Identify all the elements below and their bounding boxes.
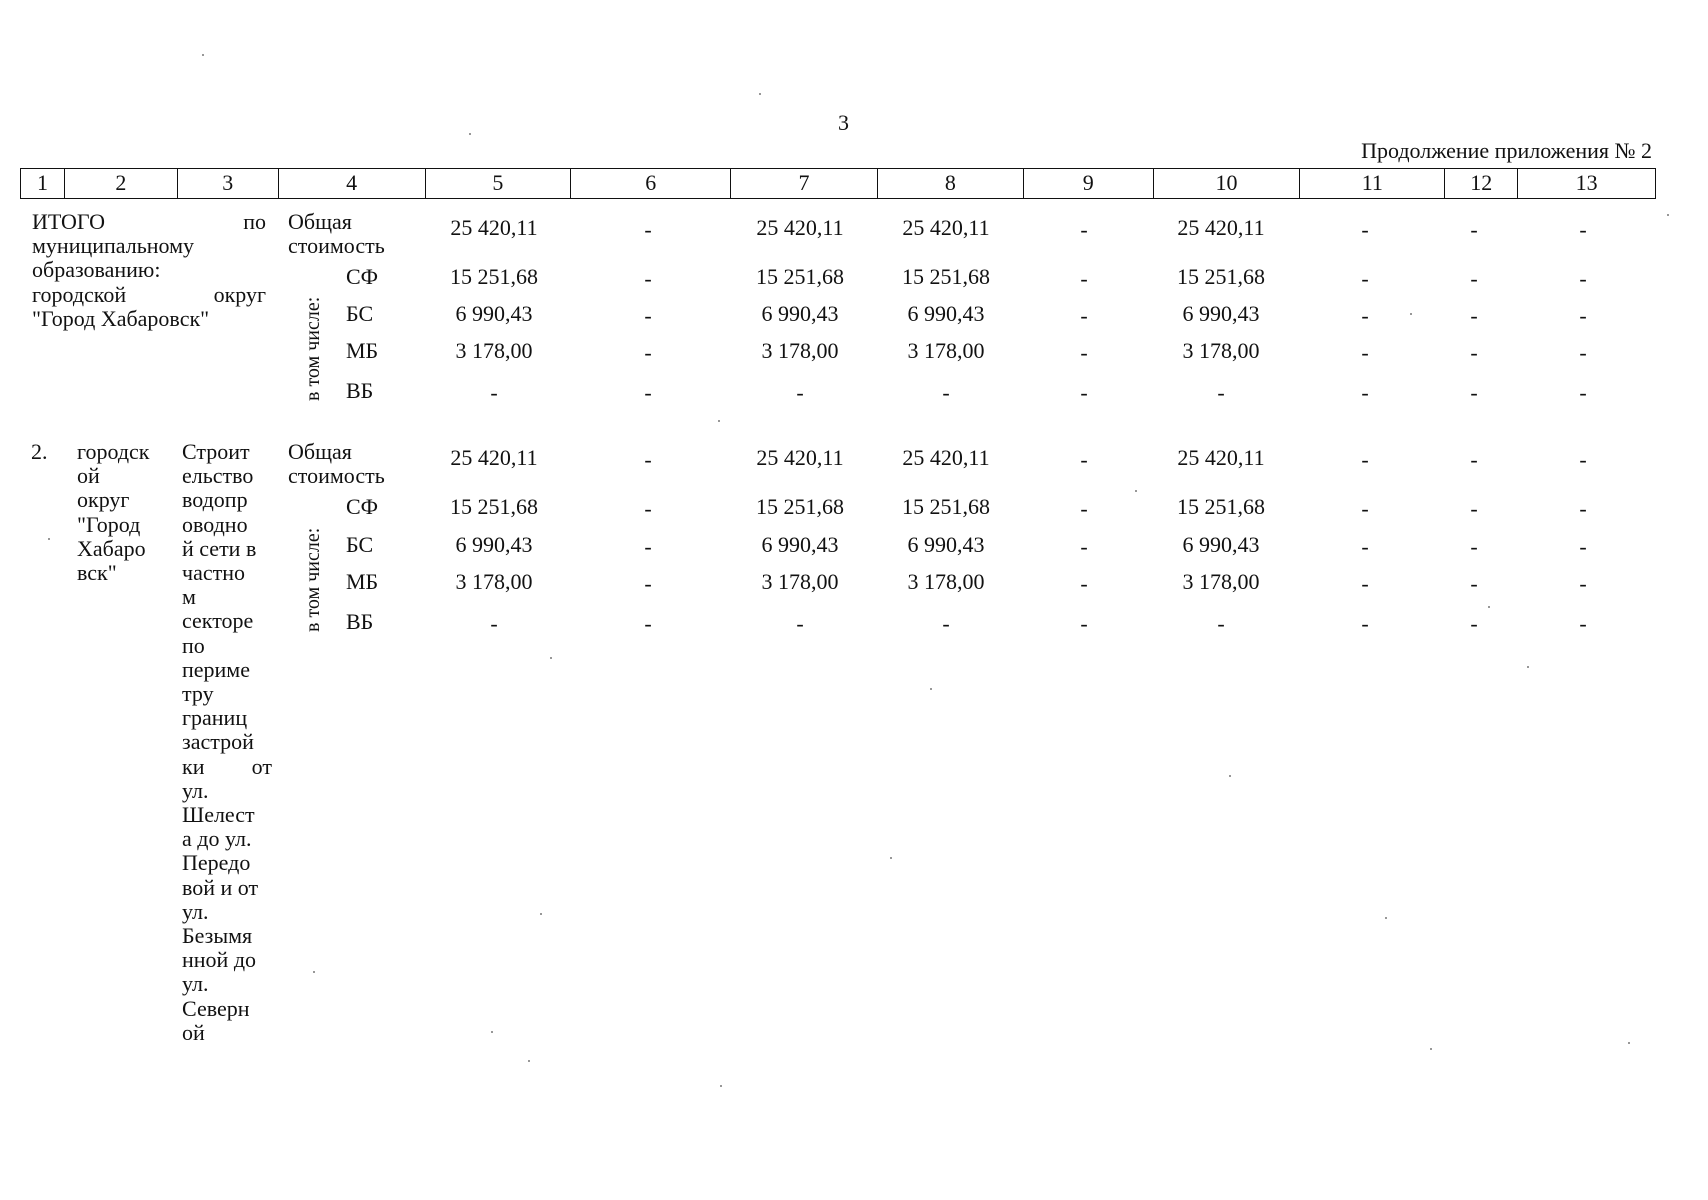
col3-line: вой и от — [182, 874, 259, 900]
cell-col-6: - — [644, 266, 652, 291]
fund-source-label: ВБ — [346, 378, 374, 403]
col3-line: ой — [182, 1019, 205, 1045]
col3-line: Безымя — [182, 923, 253, 949]
cell-col-9: - — [1080, 611, 1088, 636]
cell-col-7: 15 251,68 — [756, 264, 844, 289]
cell-col-12: - — [1470, 447, 1478, 472]
header-col-8: 8 — [878, 169, 1024, 198]
cell-col-13: - — [1579, 496, 1587, 521]
cell-col-6: - — [644, 340, 652, 365]
itogo-label-line: образованию: — [32, 257, 161, 283]
cell-col-10: - — [1217, 611, 1225, 636]
fund-source-label: МБ — [346, 338, 379, 363]
col3-line: й сети в — [182, 535, 257, 561]
cell-col-11: - — [1361, 496, 1369, 521]
cell-col-9: - — [1080, 303, 1088, 328]
cell-col-13: - — [1579, 303, 1587, 328]
cell-col-12: - — [1470, 534, 1478, 559]
col3-line: частно — [182, 560, 245, 586]
cell-col-6: - — [644, 496, 652, 521]
cell-col-9: - — [1080, 496, 1088, 521]
cell-col-10: 3 178,00 — [1182, 338, 1260, 363]
item2-total-label — [288, 440, 385, 488]
header-col-4: 4 — [279, 169, 426, 198]
cell-col-11: - — [1361, 303, 1369, 328]
col3-line — [182, 755, 272, 779]
cell-col-13: - — [1579, 447, 1587, 472]
cell-col-6: - — [644, 447, 652, 472]
col3-line: по — [182, 632, 205, 658]
cell-col-11: - — [1361, 217, 1369, 242]
col2-line: Хабаро — [77, 535, 146, 561]
fund-source-label: БС — [346, 301, 374, 326]
cell-col-13: - — [1579, 266, 1587, 291]
cell-col-10: 6 990,43 — [1182, 301, 1260, 326]
cell-col-10: 15 251,68 — [1177, 494, 1265, 519]
total-label-line: Общая — [288, 209, 352, 234]
cell-col-6: - — [644, 380, 652, 405]
cell-col-5: 3 178,00 — [455, 338, 533, 363]
header-col-11: 11 — [1300, 169, 1445, 198]
cell-col-5: 6 990,43 — [455, 301, 533, 326]
itogo-total-label — [288, 210, 385, 258]
cell-col-12: - — [1470, 571, 1478, 596]
item2-number: 2. — [31, 439, 48, 464]
col2-line: городск — [77, 439, 150, 464]
fund-source-label: МБ — [346, 569, 379, 594]
col2-line: вск" — [77, 560, 117, 586]
col3-line: оводно — [182, 511, 248, 537]
header-col-1: 1 — [21, 169, 65, 198]
col3-line: ельство — [182, 463, 254, 489]
col3-line: секторе — [182, 608, 254, 634]
cell-col-8: 6 990,43 — [907, 301, 985, 326]
itogo-label-line: округ — [213, 281, 266, 307]
col3-line: Шелест — [182, 802, 255, 828]
cell-col-6: - — [644, 611, 652, 636]
cell-col-9: - — [1080, 447, 1088, 472]
cell-col-8: 25 420,11 — [902, 215, 990, 240]
cell-col-11: - — [1361, 380, 1369, 405]
cell-col-5: 3 178,00 — [455, 569, 533, 594]
itogo-label — [32, 210, 266, 331]
cell-col-6: - — [644, 534, 652, 559]
cell-col-8: 3 178,00 — [907, 569, 985, 594]
cell-col-13: - — [1579, 611, 1587, 636]
cell-col-7: - — [796, 380, 804, 405]
cell-col-10: 6 990,43 — [1182, 532, 1260, 557]
col3-line: застрой — [182, 729, 254, 755]
total-label-line: стоимость — [288, 233, 385, 259]
col3-line: периме — [182, 656, 250, 682]
cell-col-10: 25 420,11 — [1177, 215, 1265, 240]
cell-col-10: 3 178,00 — [1182, 569, 1260, 594]
cell-col-7: 6 990,43 — [761, 301, 839, 326]
cell-col-13: - — [1579, 217, 1587, 242]
total-label-line: Общая — [288, 439, 352, 464]
fund-source-label: БС — [346, 532, 374, 557]
cell-col-13: - — [1579, 380, 1587, 405]
itogo-label-line: ИТОГО — [32, 209, 105, 234]
cell-col-13: - — [1579, 534, 1587, 559]
itogo-label-line: городской — [32, 281, 127, 307]
col3-line: Передо — [182, 850, 251, 876]
header-col-9: 9 — [1024, 169, 1154, 198]
cell-col-13: - — [1579, 571, 1587, 596]
header-col-10: 10 — [1154, 169, 1301, 198]
cell-col-8: 6 990,43 — [907, 532, 985, 557]
cell-col-7: 25 420,11 — [756, 445, 844, 470]
col2-line: "Город — [77, 511, 141, 537]
col2-line: округ — [77, 487, 130, 513]
fund-source-label: СФ — [346, 264, 379, 289]
cell-col-8: - — [942, 380, 950, 405]
col3-line: ул. — [182, 971, 209, 997]
cell-col-11: - — [1361, 571, 1369, 596]
itogo-label-line: "Город Хабаровск" — [32, 305, 210, 331]
cell-col-11: - — [1361, 534, 1369, 559]
cell-col-12: - — [1470, 217, 1478, 242]
col3-line: границ — [182, 705, 248, 731]
col3-line: а до ул. — [182, 826, 252, 852]
cell-col-12: - — [1470, 266, 1478, 291]
item2-municipality — [77, 440, 167, 585]
cell-col-8: 3 178,00 — [907, 338, 985, 363]
col2-line: ой — [77, 463, 100, 489]
cell-col-5: 25 420,11 — [450, 445, 538, 470]
cell-col-11: - — [1361, 447, 1369, 472]
column-number-header — [20, 168, 1656, 199]
cell-col-12: - — [1470, 303, 1478, 328]
cell-col-5: - — [490, 380, 498, 405]
cell-col-7: 25 420,11 — [756, 215, 844, 240]
col3-line: м — [182, 584, 196, 610]
col3-line: ул. — [182, 777, 209, 803]
cell-col-6: - — [644, 303, 652, 328]
cell-col-12: - — [1470, 380, 1478, 405]
header-col-5: 5 — [426, 169, 572, 198]
col3-line: нной до — [182, 947, 257, 973]
cell-col-9: - — [1080, 266, 1088, 291]
cell-col-8: 15 251,68 — [902, 264, 990, 289]
cell-col-7: 15 251,68 — [756, 494, 844, 519]
cell-col-7: 6 990,43 — [761, 532, 839, 557]
cell-col-13: - — [1579, 340, 1587, 365]
item2-vertical-label: в том числе: — [302, 527, 324, 632]
fund-source-label: ВБ — [346, 609, 374, 634]
col3-line: ул. — [182, 898, 209, 924]
cell-col-9: - — [1080, 380, 1088, 405]
col3-line: Северн — [182, 995, 250, 1021]
itogo-label-line: муниципальному — [32, 233, 195, 259]
cell-col-9: - — [1080, 534, 1088, 559]
cell-col-7: 3 178,00 — [761, 338, 839, 363]
col3-line: тру — [182, 681, 214, 707]
itogo-label-line: по — [243, 209, 266, 234]
col3-line: Строит — [182, 439, 250, 464]
cell-col-11: - — [1361, 340, 1369, 365]
cell-col-11: - — [1361, 611, 1369, 636]
header-col-6: 6 — [571, 169, 731, 198]
cell-col-11: - — [1361, 266, 1369, 291]
cell-col-8: 25 420,11 — [902, 445, 990, 470]
cell-col-6: - — [644, 571, 652, 596]
page-number: 3 — [838, 110, 849, 135]
cell-col-7: - — [796, 611, 804, 636]
cell-col-6: - — [644, 217, 652, 242]
total-label-line: стоимость — [288, 463, 385, 489]
cell-col-9: - — [1080, 217, 1088, 242]
cell-col-8: - — [942, 611, 950, 636]
header-col-2: 2 — [65, 169, 178, 198]
cell-col-10: 25 420,11 — [1177, 445, 1265, 470]
fund-source-label: СФ — [346, 494, 379, 519]
cell-col-8: 15 251,68 — [902, 494, 990, 519]
cell-col-10: - — [1217, 380, 1225, 405]
cell-col-5: 25 420,11 — [450, 215, 538, 240]
cell-col-9: - — [1080, 340, 1088, 365]
itogo-vertical-label: в том числе: — [302, 296, 324, 401]
cell-col-5: 6 990,43 — [455, 532, 533, 557]
col3-word: ки — [182, 753, 205, 779]
cell-col-5: 15 251,68 — [450, 264, 538, 289]
header-col-12: 12 — [1445, 169, 1518, 198]
header-col-13: 13 — [1575, 170, 1598, 195]
cell-col-9: - — [1080, 571, 1088, 596]
header-col-3: 3 — [178, 169, 279, 198]
continuation-title: Продолжение приложения № 2 — [1361, 138, 1652, 163]
cell-col-12: - — [1470, 340, 1478, 365]
cell-col-10: 15 251,68 — [1177, 264, 1265, 289]
cell-col-12: - — [1470, 611, 1478, 636]
col3-line: водопр — [182, 487, 248, 513]
cell-col-5: 15 251,68 — [450, 494, 538, 519]
item2-object-description — [182, 440, 272, 1045]
cell-col-5: - — [490, 611, 498, 636]
cell-col-12: - — [1470, 496, 1478, 521]
cell-col-7: 3 178,00 — [761, 569, 839, 594]
header-col-7: 7 — [731, 169, 878, 198]
col3-word: от — [251, 753, 272, 779]
